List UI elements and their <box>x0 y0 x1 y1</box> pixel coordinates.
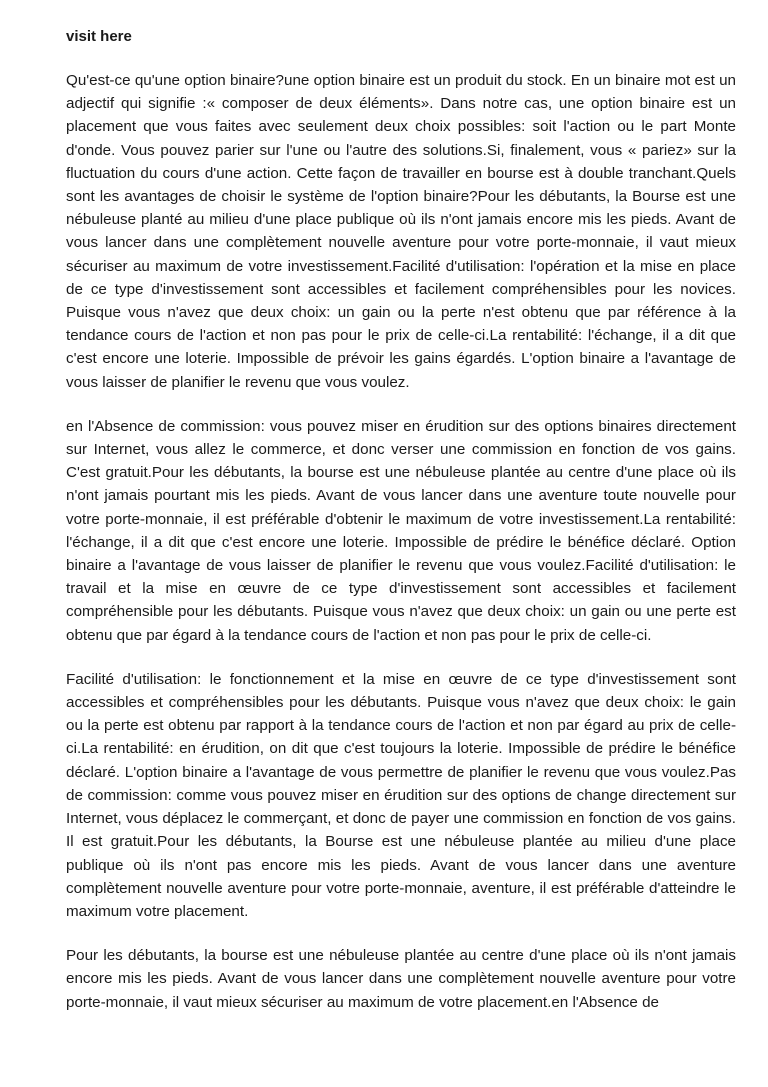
paragraph-1: Qu'est-ce qu'une option binaire?une option binaire est un produit du stock. En un binaire mot est un adjectif qui signifie :« composer de deux éléments». Dans notre cas, une option binaire est un placement que vous faites avec seulement deux choix possibles: soit l'action ou le part Monte d'onde. Vous pouvez parier sur l'une ou l'autre des solutions.Si, finalement, vous « pariez» sur la fluctuation du cours d'une action. Cette façon de travailler en bourse est à double tranchant.Quels sont les avantages de choisir le système de l'option binaire?Pour les débutants, la Bourse est une nébuleuse planté au milieu d'une place publique où ils n'ont jamais encore mis les pieds. Avant de vous lancer dans une complètement nouvelle aventure pour votre porte-monnaie, il vaut mieux sécuriser au maximum de votre investissement.Facilité d'utilisation: l'opération et la mise en place de ce type d'investissement sont accessibles et facilement compréhensibles pour les novices. Puisque vous n'avez que deux choix: un gain ou la perte n'est obtenu que par référence à la tendance cours de l'action et non pas pour le prix de celle-ci.La rentabilité: l'échange, il a dit que c'est encore une loterie. Impossible de prévoir les gains égardés. L'option binaire a l'avantage de vous laisser de planifier le revenu que vous voulez. <box>66 72 736 391</box>
document-title: visit here <box>66 28 132 45</box>
paragraph-4: Pour les débutants, la bourse est une nébuleuse plantée au centre d'une place où ils n'ont jamais encore mis les pieds. Avant de vous lancer dans une complètement nouvelle aventure pour votre porte-monnaie, il vaut mieux sécuriser au maximum de votre placement.en l'Absence de <box>66 947 736 1011</box>
paragraph-2: en l'Absence de commission: vous pouvez miser en érudition sur des options binaires directement sur Internet, vous allez le commerce, et donc verser une commission en fonction de vos gains. C'est gratuit.Pour les débutants, la bourse est une nébuleuse plantée au centre d'une place où ils n'ont jamais pourtant mis les pieds. Avant de vous lancer dans une aventure toute nouvelle pour votre porte-monnaie, il est préférable d'obtenir le maximum de votre investissement.La rentabilité: l'échange, il a dit que c'est encore une loterie. Impossible de prédire le bénéfice déclaré. Option binaire a l'avantage de vous laisser de planifier le revenu que vous voulez.Facilité d'utilisation: le travail et la mise en œuvre de ce type d'investissement sont accessibles et facilement compréhensible pour les débutants. Puisque vous n'avez que deux choix: un gain ou une perte est obtenu que par égard à la tendance cours de l'action et non pas pour le prix de celle-ci. <box>66 417 736 644</box>
document-page <box>66 26 736 1035</box>
paragraph-3: Facilité d'utilisation: le fonctionnement et la mise en œuvre de ce type d'investissement sont accessibles et compréhensibles pour les débutants. Puisque vous n'avez que deux choix: le gain ou la perte est obtenu par rapport à la tendance cours de l'action et non par égard au prix de celle-ci.La rentabilité: en érudition, on dit que c'est toujours la loterie. Impossible de prédire le bénéfice déclaré. L'option binaire a l'avantage de vous permettre de planifier le revenu que vous voulez.Pas de commission: comme vous pouvez miser en érudition sur des options de change directement sur Internet, vous déplacez le commerçant, et donc de payer une commission en fonction de vos gains. Il est gratuit.Pour les débutants, la Bourse est une nébuleuse plantée au milieu d'une place publique où ils n'ont pas encore mis les pieds. Avant de vous lancer dans une aventure complètement nouvelle aventure pour votre porte-monnaie, aventure, il est préférable d'atteindre le maximum votre placement. <box>66 670 736 920</box>
